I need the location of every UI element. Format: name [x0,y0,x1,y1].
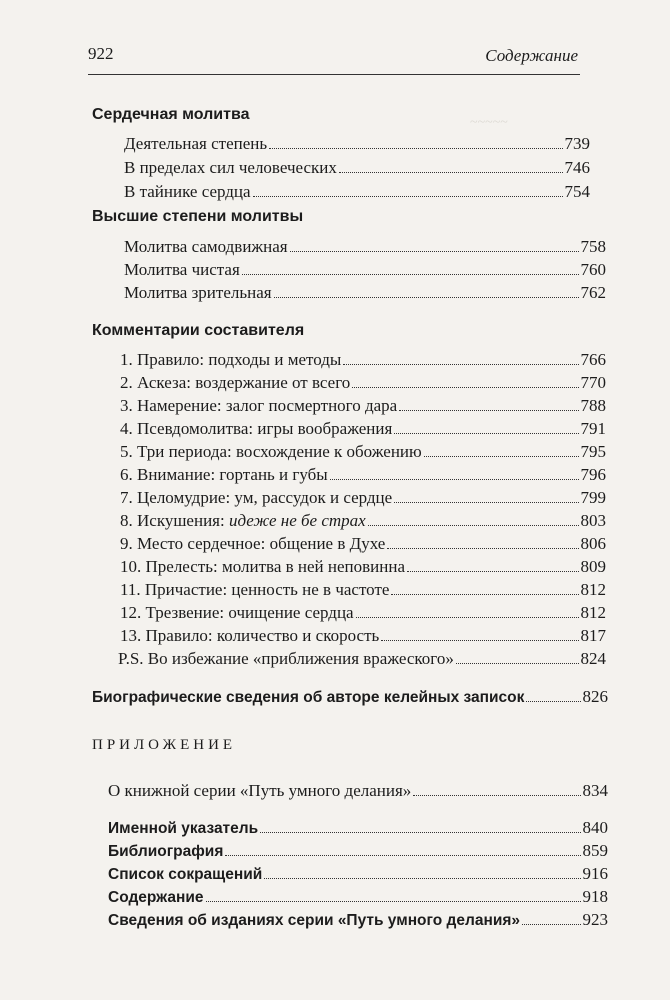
appendix-title: ПРИЛОЖЕНИЕ [92,737,237,753]
toc-entry[interactable]: 9. Место сердечное: общение в Духе 806 [120,534,606,553]
page-ref: 754 [564,182,590,201]
toc-entry[interactable]: Именной указатель 840 [108,818,608,837]
toc-entry[interactable]: 4. Псевдомолитва: игры воображения 791 [120,419,606,438]
page-number: 922 [88,44,114,63]
page-ref: 758 [580,237,606,256]
toc-entry[interactable]: 12. Трезвение: очищение сердца 812 [120,603,606,622]
page-ref: 812 [580,580,606,599]
page-ref: 918 [582,887,608,906]
page-ref: 799 [580,488,606,507]
page-ref: 796 [580,465,606,484]
toc-entry[interactable]: В пределах сил человеческих 746 [124,158,590,177]
toc-entry[interactable]: Сведения об изданиях серии «Путь умного делания» 923 [108,910,608,929]
page-ref: 817 [580,626,606,645]
page-ref: 766 [580,350,606,369]
section-heading-commentary: Комментарии составителя [92,322,305,339]
toc-entry[interactable]: 7. Целомудрие: ум, рассудок и сердце 799 [120,488,606,507]
header-title: Содержание [485,46,578,65]
toc-entry[interactable]: 11. Причастие: ценность не в частоте 812 [120,580,606,599]
toc-entry[interactable]: Библиография 859 [108,841,608,860]
page-ref: 824 [580,649,606,668]
toc-entry[interactable]: 5. Три периода: восхождение к обожению 795 [120,442,606,461]
section-heading-heart-prayer: Сердечная молитва [92,106,250,123]
page-ref: 916 [582,864,608,883]
toc-entry[interactable]: Деятельная степень 739 [124,134,590,153]
toc-entry[interactable]: Молитва чистая 760 [124,260,606,279]
page-ref: 826 [582,687,608,706]
toc-entry[interactable]: 10. Прелесть: молитва в ней неповинна 809 [120,557,606,576]
page-ref: 923 [582,910,608,929]
toc-entry[interactable]: 2. Аскеза: воздержание от всего 770 [120,373,606,392]
toc-entry[interactable]: Список сокращений 916 [108,864,608,883]
toc-entry[interactable]: 8. Искушения: идеже не бе страх 803 [120,511,606,530]
page-ref: 795 [580,442,606,461]
page-ref: 809 [580,557,606,576]
page-ref: 739 [564,134,590,153]
italic-phrase: идеже не бе страх [228,511,366,530]
page-ref: 788 [580,396,606,415]
toc-entry[interactable]: В тайнике сердца 754 [124,182,590,201]
toc-entry-bio[interactable]: Биографические сведения об авторе келейных записок 826 [92,687,608,706]
page-ref: 840 [582,818,608,837]
running-header [88,44,578,74]
page-ref: 762 [580,283,606,302]
toc-entry[interactable]: Содержание 918 [108,887,608,906]
page-ref: 803 [580,511,606,530]
page-ref: 770 [580,373,606,392]
page-ref: 859 [582,841,608,860]
toc-entry[interactable]: 1. Правило: подходы и методы 766 [120,350,606,369]
toc-entry[interactable]: 3. Намерение: залог посмертного дара 788 [120,396,606,415]
bleed-through-decoration: ~~~~~ [470,115,508,130]
toc-entry[interactable]: Молитва самодвижная 758 [124,237,606,256]
page-ref: 760 [580,260,606,279]
toc-entry[interactable]: 6. Внимание: гортань и губы 796 [120,465,606,484]
toc-entry[interactable]: P.S. Во избежание «приближения вражеского» 824 [118,649,606,668]
page-ref: 791 [580,419,606,438]
header-rule [88,74,580,75]
toc-entry-series[interactable]: О книжной серии «Путь умного делания» 834 [108,781,608,800]
page-ref: 812 [580,603,606,622]
section-heading-higher-prayer: Высшие степени молитвы [92,208,304,225]
toc-entry[interactable]: Молитва зрительная 762 [124,283,606,302]
page-ref: 746 [564,158,590,177]
toc-entry[interactable]: 13. Правило: количество и скорость 817 [120,626,606,645]
page-ref: 834 [582,781,608,800]
page-ref: 806 [580,534,606,553]
